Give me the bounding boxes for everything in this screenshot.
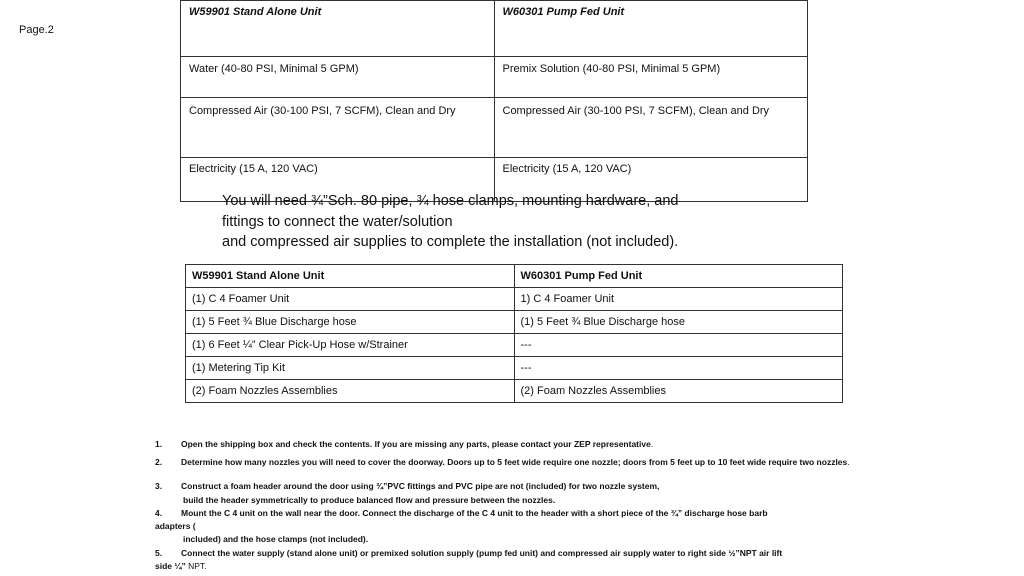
table-cell: Compressed Air (30-100 PSI, 7 SCFM), Clean and Dry (181, 98, 495, 158)
step-3 (155, 481, 659, 491)
step-text: side ¼” (155, 561, 189, 571)
table-cell: (2) Foam Nozzles Assemblies (514, 380, 843, 403)
table-header-row (181, 1, 808, 57)
table-cell: (1) 5 Feet ¾ Blue Discharge hose (514, 311, 843, 334)
step-text: Determine how many nozzles you will need to cover the doorway. Doors up to 5 feet wide require one nozzle; doors from 5 feet up to 10 feet wide require two nozzles (181, 457, 848, 467)
step-number: 3. (155, 481, 163, 491)
step-3-continued (183, 495, 555, 505)
header-cell-pump-fed: W60301 Pump Fed Unit (514, 265, 843, 288)
table-cell: (2) Foam Nozzles Assemblies (186, 380, 515, 403)
step-5-continued (155, 561, 207, 571)
page-number: Page.2 (19, 24, 54, 36)
table-row (181, 57, 808, 98)
installation-note (222, 191, 782, 253)
step-text: Connect the water supply (stand alone unit) or premixed solution supply (pump fed unit) and compressed air supply water to right side ½”NPT air lift (181, 548, 783, 558)
step-4 (155, 508, 768, 518)
table-row (186, 334, 843, 357)
step-text: . (650, 439, 654, 449)
table-cell: 1) C 4 Foamer Unit (514, 288, 843, 311)
step-text: included) and the hose clamps (not included). (183, 534, 369, 544)
step-4-continued (155, 521, 196, 531)
step-text: . (847, 457, 850, 467)
step-2 (155, 457, 850, 467)
table-row (186, 357, 843, 380)
note-line: fittings to connect the water/solution (222, 213, 453, 230)
table-cell: (1) 6 Feet ¼” Clear Pick-Up Hose w/Strainer (186, 334, 515, 357)
supply-requirements-table (180, 0, 808, 202)
table-row (186, 311, 843, 334)
table-header-row (186, 265, 843, 288)
step-text: build the header symmetrically to produce balanced flow and pressure between the nozzles. (183, 495, 556, 505)
header-cell-stand-alone: W59901 Stand Alone Unit (181, 1, 495, 57)
step-text: Construct a foam header around the door using ¾”PVC fittings and PVC pipe are not (included) for two nozzle system, (181, 481, 660, 491)
step-text: adapters ( (155, 521, 196, 531)
step-number: 2. (155, 457, 163, 467)
table-cell: (1) 5 Feet ¾ Blue Discharge hose (186, 311, 515, 334)
table-row (181, 98, 808, 158)
table-cell: (1) C 4 Foamer Unit (186, 288, 515, 311)
table-row (186, 380, 843, 403)
table-cell: --- (514, 357, 843, 380)
table-cell: Electricity (15 A, 120 VAC) (181, 158, 495, 202)
table-cell: Premix Solution (40-80 PSI, Minimal 5 GPM) (494, 57, 808, 98)
table-cell: (1) Metering Tip Kit (186, 357, 515, 380)
note-line: You will need ¾”Sch. 80 pipe, ¾ hose clamps, mounting hardware, and (222, 193, 679, 209)
step-1 (155, 439, 653, 449)
step-number: 5. (155, 548, 163, 558)
package-contents-table (185, 264, 843, 403)
step-text: NPT. (188, 561, 207, 571)
table-cell: --- (514, 334, 843, 357)
step-4-continued (183, 534, 368, 544)
step-text: Open the shipping box and check the contents. If you are missing any parts, please contact your ZEP representative (181, 439, 651, 449)
table-row (186, 288, 843, 311)
header-cell-stand-alone: W59901 Stand Alone Unit (186, 265, 515, 288)
step-5 (155, 548, 782, 558)
step-number: 4. (155, 508, 163, 518)
header-cell-pump-fed: W60301 Pump Fed Unit (494, 1, 808, 57)
table-cell: Electricity (15 A, 120 VAC) (494, 158, 808, 202)
note-line: and compressed air supplies to complete the installation (not included). (222, 234, 679, 250)
table-cell: Water (40-80 PSI, Minimal 5 GPM) (181, 57, 495, 98)
step-number: 1. (155, 439, 163, 449)
table-cell: Compressed Air (30-100 PSI, 7 SCFM), Clean and Dry (494, 98, 808, 158)
step-text: Mount the C 4 unit on the wall near the door. Connect the discharge of the C 4 unit to the header with a short piece of the ¾” discharge hose barb (181, 508, 768, 518)
